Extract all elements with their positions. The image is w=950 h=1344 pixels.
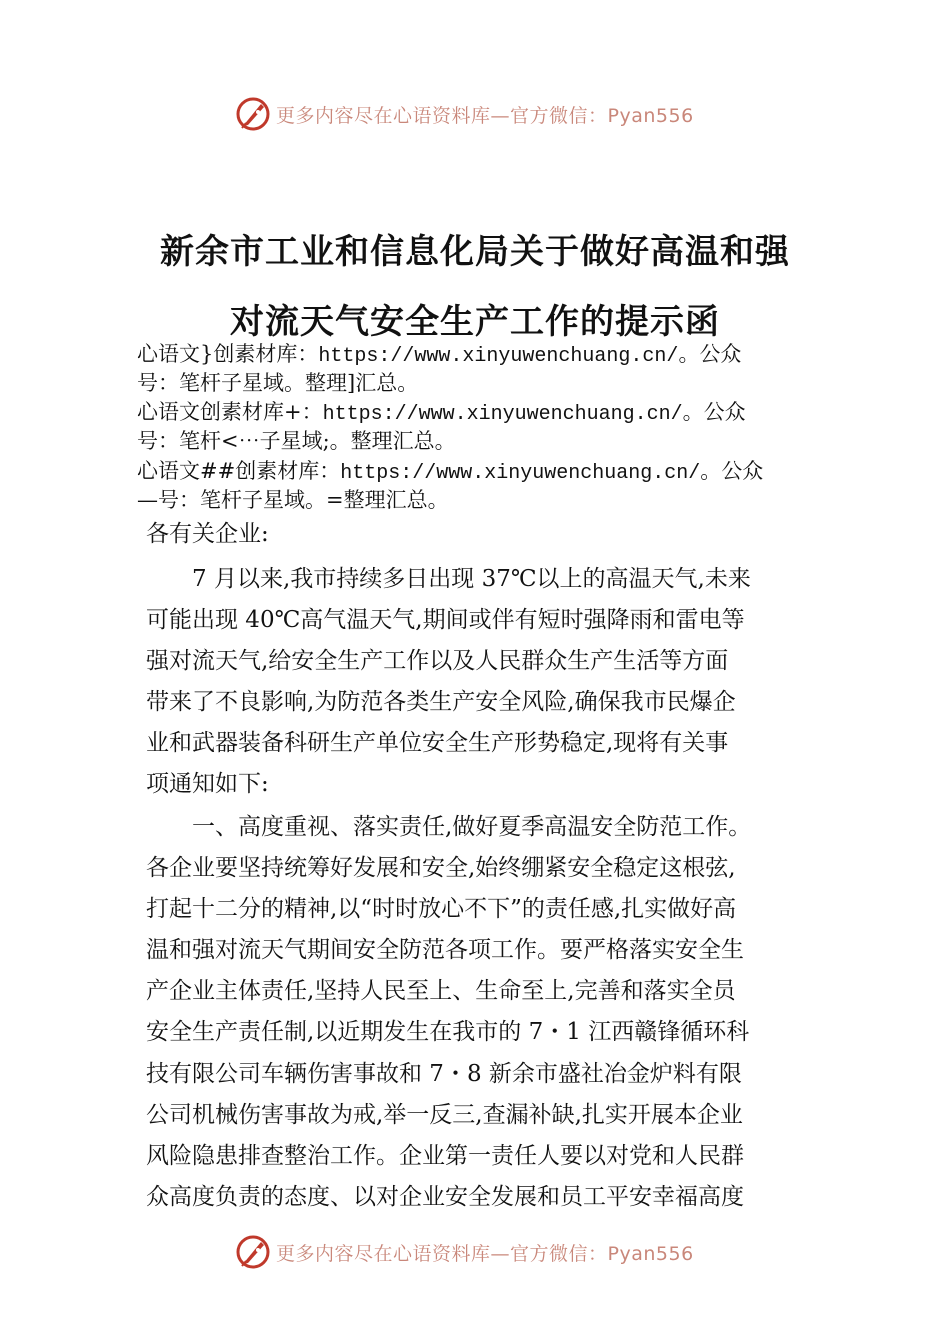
document-title-line-2: 对流天气安全生产工作的提示函	[230, 302, 720, 342]
banner-text	[276, 1239, 694, 1266]
meta-line	[137, 457, 837, 488]
body-line: 7 月以来,我市持续多日出现 37℃以上的高温天气,未来	[146, 566, 751, 592]
header-watermark-banner	[234, 94, 754, 134]
meta-text: 心语文创素材库+：	[137, 400, 323, 424]
body-line: 各企业要坚持统筹好发展和安全,始终绷紧安全稳定这根弦,	[146, 855, 736, 881]
meta-url: https://www.xinyuwenchuang.cn/	[322, 403, 683, 426]
banner-text	[276, 101, 694, 128]
body-line: 温和强对流天气期间安全防范各项工作。要严格落实安全生	[146, 937, 744, 963]
quill-logo-icon	[234, 1233, 272, 1271]
meta-url: https://www.xinyuwenchuang.cn/	[340, 462, 701, 485]
body-line: 风险隐患排查整治工作。企业第一责任人要以对党和人民群	[146, 1143, 744, 1169]
banner-wechat-id: Pyan556	[607, 1242, 694, 1265]
body-line: 一、高度重视、落实责任,做好夏季高温安全防范工作。	[146, 814, 752, 840]
document-title-line-1: 新余市工业和信息化局关于做好高温和强	[160, 232, 790, 272]
body-line: 可能出现 40℃高气温天气,期间或伴有短时强降雨和雷电等	[146, 607, 745, 633]
meta-text: 心语文##创素材库：	[137, 459, 341, 483]
body-line: 打起十二分的精神,以“时时放心不下”的责任感,扎实做好高	[146, 896, 737, 922]
body-line: 技有限公司车辆伤害事故和 7・8 新余市盛社冶金炉料有限	[146, 1061, 742, 1087]
banner-wechat-id: Pyan556	[607, 104, 694, 127]
body-line: 安全生产责任制,以近期发生在我市的 7・1 江西赣锋循环科	[146, 1019, 750, 1045]
meta-line: 号：笔杆子星域。整理]汇总。	[137, 371, 419, 395]
body-line: 众高度负责的态度、以对企业安全发展和员工平安幸福高度	[146, 1184, 744, 1210]
quill-logo-icon	[234, 95, 272, 133]
body-line: 带来了不良影响,为防范各类生产安全风险,确保我市民爆企	[146, 689, 736, 715]
meta-url: https://www.xinyuwenchuang.cn/	[318, 345, 679, 368]
body-line: 业和武器装备科研生产单位安全生产形势稳定,现将有关事	[146, 730, 729, 756]
footer-watermark-banner	[234, 1232, 754, 1272]
meta-line	[137, 340, 837, 371]
salutation: 各有关企业:	[146, 521, 269, 547]
body-line: 项通知如下:	[146, 771, 269, 797]
body-line: 公司机械伤害事故为戒,举一反三,查漏补缺,扎实开展本企业	[146, 1102, 743, 1128]
banner-slogan: 更多内容尽在心语资料库—官方微信：	[276, 1242, 608, 1265]
meta-line	[137, 398, 837, 429]
meta-text: 。公众	[700, 459, 764, 483]
banner-slogan: 更多内容尽在心语资料库—官方微信：	[276, 104, 608, 127]
meta-text: 。公众	[678, 342, 742, 366]
body-line: 产企业主体责任,坚持人民至上、生命至上,完善和落实全员	[146, 978, 736, 1004]
meta-text: 心语文}创素材库：	[137, 342, 319, 366]
meta-line: 号：笔杆<⋯子星域;。整理汇总。	[137, 429, 456, 453]
meta-line: —号：笔杆子星域。=整理汇总。	[137, 488, 449, 512]
meta-text: 。公众	[682, 400, 746, 424]
body-line: 强对流天气,给安全生产工作以及人民群众生产生活等方面	[146, 648, 729, 674]
